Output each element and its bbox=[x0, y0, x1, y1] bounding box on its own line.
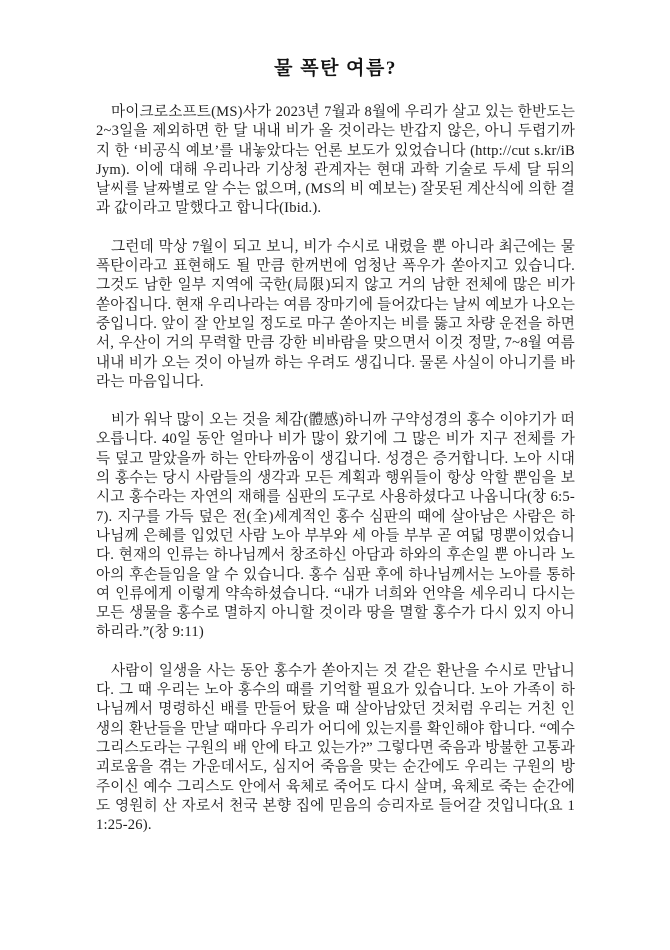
paragraph-1: 마이크로소프트(MS)사가 2023년 7월과 8월에 우리가 살고 있는 한반도는 2~3일을 제외하면 한 달 내내 비가 올 것이라는 반갑지 않은, 아니 두렵기까지 한 ‘비공식 예보’를 내놓았다는 언론 보도가 있었습니다 (http://cut s.kr/iBJym). 이에 대해 우리나라 기상청 관계자는 현대 과학 기술로 두세 달 뒤의 날씨를 날짜별로 알 수는 없으며, (MS의 비 예보는) 잘못된 계산식에 의한 결과 값이라고 말했다고 합니다(Ibid.). bbox=[96, 104, 575, 217]
paragraph-3: 비가 워낙 많이 오는 것을 체감(體感)하니까 구약성경의 홍수 이야기가 떠오릅니다. 40일 동안 얼마나 비가 많이 왔기에 그 많은 비가 지구 전체를 가득 덮고 말았을까 하는 안타까움이 생깁니다. 성경은 증거합니다. 노아 시대의 홍수는 당시 사람들의 생각과 모든 계획과 행위들이 항상 악할 뿐임을 보시고 홍수라는 자연의 재해를 심판의 도구로 사용하셨다고 나옵니다(창 6:5-7). 지구를 가득 덮은 전(全)세계적인 홍수 심판의 때에 살아남은 사람은 하나님께 은혜를 입었던 사람 노아 부부와 세 아들 부부 곧 여덟 명뿐이었습니다. 현재의 인류는 하나님께서 창조하신 아담과 하와의 후손일 뿐 아니라 노아의 후손들임을 알 수 있습니다. 홍수 심판 후에 하나님께서는 노아를 통하여 인류에게 이렇게 약속하셨습니다. “내가 너희와 언약을 세우리니 다시는 모든 생물을 홍수로 멸하지 아니할 것이라 땅을 멸할 홍수가 다시 있지 아니하리라.”(창 9:11) bbox=[96, 412, 575, 641]
page-title: 물 폭탄 여름? bbox=[274, 58, 397, 79]
paragraph-2: 그런데 막상 7월이 되고 보니, 비가 수시로 내렸을 뿐 아니라 최근에는 물 폭탄이라고 표현해도 될 만큼 한꺼번에 엄청난 폭우가 쏟아지고 있습니다. 그것도 남한 일부 지역에 국한(局限)되지 않고 거의 남한 전체에 많은 비가 쏟아집니다. 현재 우리나라는 여름 장마기에 들어갔다는 날씨 예보가 나오는 중입니다. 앞이 잘 안보일 정도로 마구 쏟아지는 비를 뚫고 차량 운전을 하면서, 우산이 거의 무력할 만큼 강한 비바람을 맞으면서 이것 정말, 7~8월 여름 내내 비가 오는 것이 아닐까 하는 우려도 생깁니다. 물론 사실이 아니기를 바라는 마음입니다. bbox=[96, 238, 575, 390]
document-body bbox=[96, 103, 575, 835]
paragraph-4: 사람이 일생을 사는 동안 홍수가 쏟아지는 것 같은 환난을 수시로 만납니다. 그 때 우리는 노아 홍수의 때를 기억할 필요가 있습니다. 노아 가족이 하나님께서 명령하신 배를 만들어 탔을 때 살아남았던 것처럼 우리는 거친 인생의 환난들을 만날 때마다 우리가 어디에 있는지를 확인해야 합니다. “예수 그리스도라는 구원의 배 안에 타고 있는가?” 그렇다면 죽음과 방불한 고통과 괴로움을 겪는 가운데서도, 심지어 죽음을 맞는 순간에도 우리는 구원의 방주이신 예수 그리스도 안에서 육체로 죽어도 다시 살며, 육체로 죽는 순간에도 영원히 산 자로서 천국 본향 집에 믿음의 승리자로 들어갈 것입니다(요 11:25-26). bbox=[96, 662, 575, 834]
